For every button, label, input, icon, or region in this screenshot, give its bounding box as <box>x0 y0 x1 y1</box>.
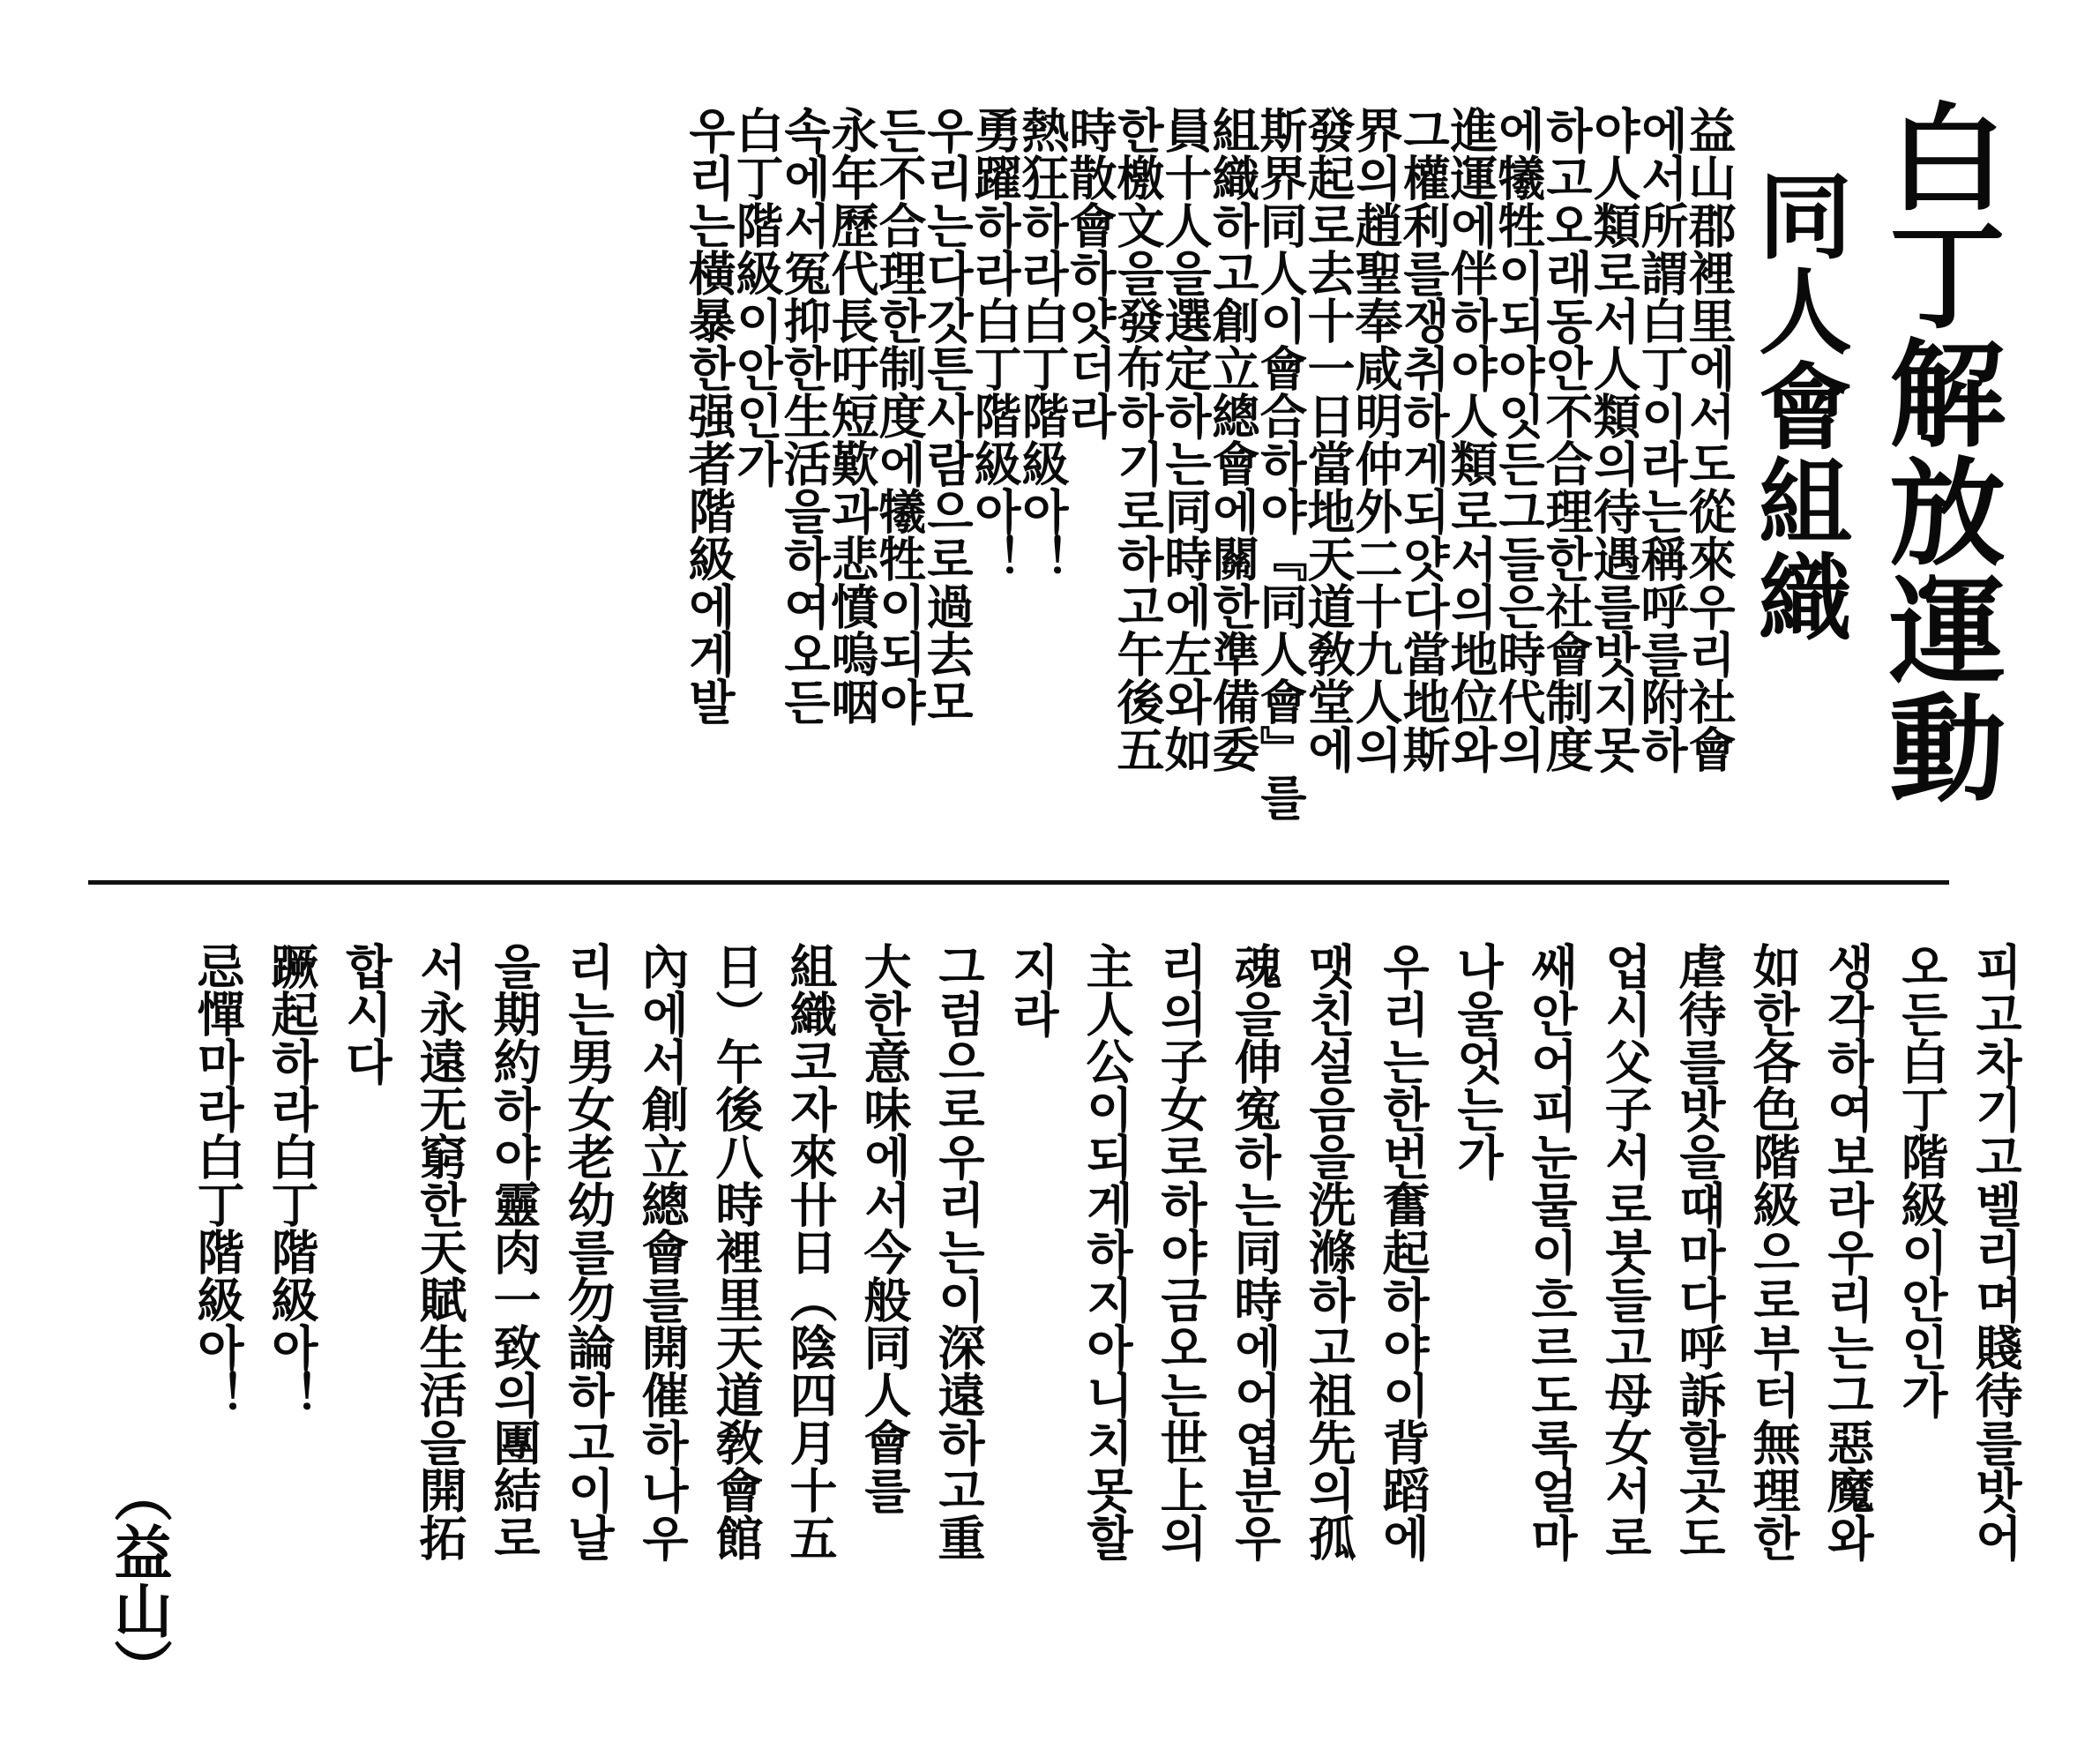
text-line: 發起로去十一日當地天道敎堂에 <box>1300 106 1356 773</box>
text-line: 우리는다갓튼사람으로過去모 <box>919 106 975 725</box>
text-line: 맷친설음을洗滌하고祖先의孤 <box>1301 942 1357 1561</box>
text-line: 야人類로서人類의待遇를밧지못 <box>1586 106 1642 773</box>
text-line: 나울엇는가 <box>1449 942 1505 1180</box>
text-line: 리의子女로하야금오는世上의 <box>1153 942 1209 1561</box>
text-line: 虐待를밧을떄마다呼訴할곳도 <box>1671 942 1728 1561</box>
text-line: 熱狂하라白丁階級아！ <box>1014 106 1071 582</box>
text-line: 하고오래동안不合理한社會制度 <box>1538 106 1595 773</box>
byline-location: （益山） <box>104 1464 173 1697</box>
text-line: 魂을伸寃하는同時에어엽분우 <box>1227 942 1283 1561</box>
text-line: 에犧牲이되야잇든그들은時代의 <box>1491 106 1547 773</box>
lower-column-block <box>106 942 2024 1718</box>
text-line: 蹶起하라白丁階級아！ <box>264 942 320 1418</box>
text-line: 에서所謂白丁이라는稱呼를附하 <box>1633 106 1690 773</box>
text-line: 如한各色階級으로부터無理한 <box>1745 942 1802 1561</box>
text-line: 時散會하얏더라 <box>1062 106 1118 439</box>
text-line: 우리는橫暴한强者階級에게발 <box>681 106 737 725</box>
text-line: 합시다 <box>338 942 394 1085</box>
text-line: 그權利를쟁취하게되얏다當地斯 <box>1395 106 1452 773</box>
text-line: 생각하여보라우리는그惡魔와 <box>1819 942 1876 1561</box>
subheadline: 同人會組織 <box>1744 168 1852 644</box>
text-line: 員十人을選定하는同時에左와如 <box>1157 106 1214 773</box>
text-line: 을期約하야靈肉一致의團結로 <box>486 942 542 1561</box>
text-line: 組織하고創立總會에關한準備委 <box>1205 106 1261 773</box>
text-line: 그럼으로우리는이深遠하고重 <box>930 942 987 1561</box>
text-line: 進運에伴하야人類로서의地位와 <box>1443 106 1499 773</box>
text-line: 오든白丁階級이안인가 <box>1894 942 1950 1418</box>
text-line: 忌憚마라白丁階級아！ <box>190 942 246 1418</box>
text-line: 界의趙聖奉咸明仲外二十九人의 <box>1348 106 1404 773</box>
text-line: 우리는한번奮起하야이背蹈에 <box>1375 942 1431 1561</box>
text-line: 피고차기고벨리며賤待를밧어 <box>1968 942 2024 1561</box>
text-line: 리는男女老幼를勿論하고이날 <box>560 942 616 1561</box>
upper-column-block <box>681 106 1737 882</box>
text-line: 지라 <box>1005 942 1061 1037</box>
text-line: 白丁階級이안인가 <box>728 106 785 487</box>
text-line: 永年歷代長吁短歎과悲憤嗚咽 <box>824 106 880 725</box>
text-line: 한檄文을發布하기로하고午後五 <box>1110 106 1166 773</box>
text-line: 組織코자來卄日（陰四月十五 <box>782 942 839 1561</box>
text-line: 쌔안어피눈물이흐르도록얼마 <box>1523 942 1580 1561</box>
text-line: 內에서創立總會를開催하나우 <box>634 942 691 1561</box>
text-line: 서永遠无窮한天賦生活을開拓 <box>412 942 468 1561</box>
text-line: 益山郡裡里에서도從來우리社會 <box>1681 106 1737 773</box>
text-line: 든不合理한制度에犧牲이되야 <box>871 106 928 725</box>
text-line: 斯界同人이會合하야『同人會』를 <box>1252 106 1309 820</box>
text-line: 업시父子서로붓들고母女서로 <box>1597 942 1654 1561</box>
text-line: 大한意味에서今般同人會를 <box>856 942 913 1514</box>
text-line: 속에서冤抑한生活을하여오든 <box>776 106 833 725</box>
text-line: 勇躍하라白丁階級아！ <box>967 106 1023 582</box>
section-divider <box>88 880 1949 885</box>
text-line: 主人公이되게하지아니치못할 <box>1079 942 1135 1561</box>
text-line: 日）午後八時裡里天道敎會館 <box>708 942 765 1561</box>
headline: 白丁解放運動 <box>1869 97 2005 806</box>
